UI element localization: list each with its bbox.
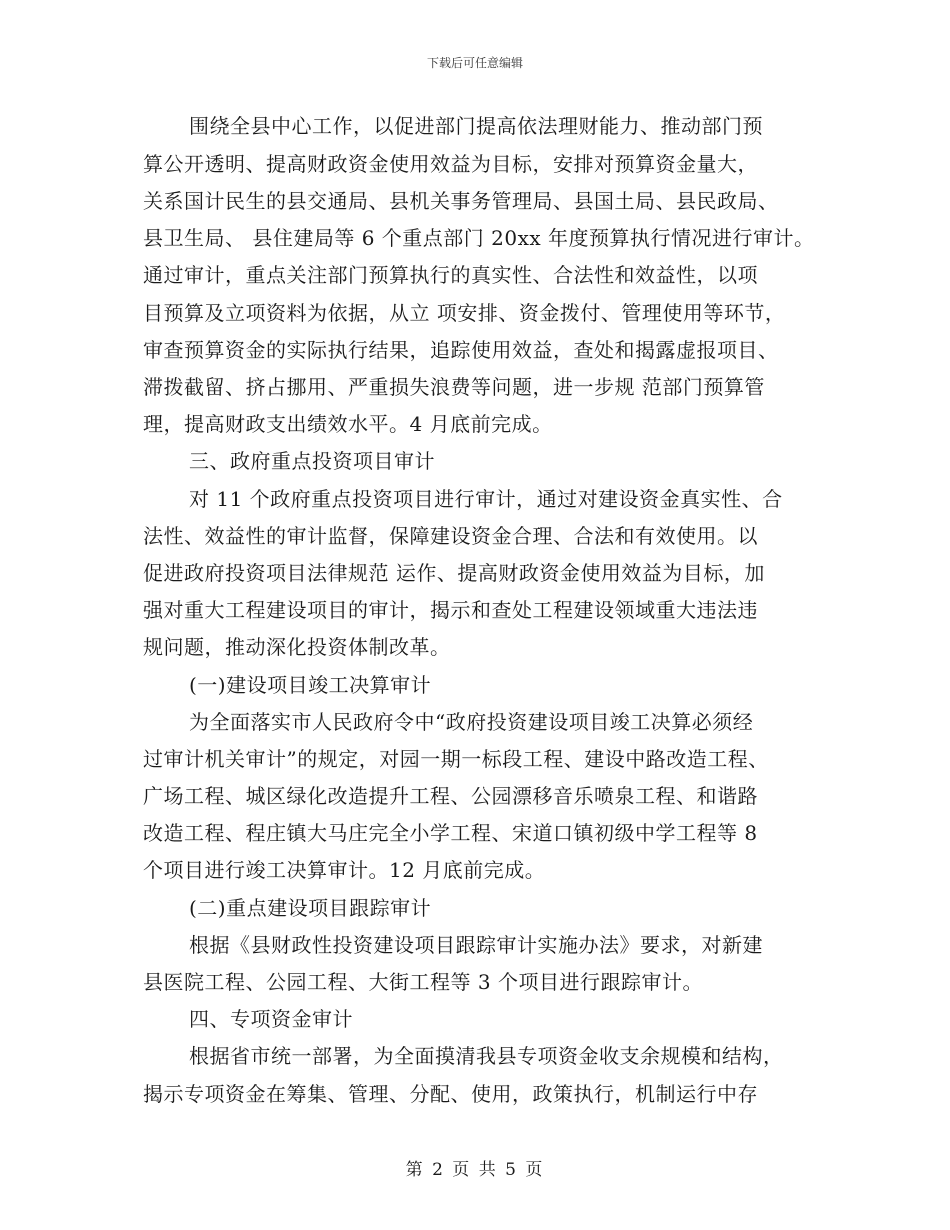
- text-line: 滞拨截留、挤占挪用、严重损失浪费等问题，进一步规 范部门预算管: [143, 375, 765, 399]
- text-line: 个项目进行竣工决算审计。12 月底前完成。: [143, 858, 546, 882]
- page-number: 第 2 页 共 5 页: [405, 1160, 545, 1180]
- text-line: 广场工程、城区绿化改造提升工程、公园漂移音乐喷泉工程、和谐路: [143, 784, 758, 808]
- section-heading: 三、政府重点投资项目审计: [189, 449, 435, 473]
- text-line: 算公开透明、提高财政资金使用效益为目标，安排对预算资金量大，: [143, 152, 758, 176]
- subsection-heading: (二)重点建设项目跟踪审计: [189, 896, 432, 920]
- text-line: 县医院工程、公园工程、大街工程等 3 个项目进行跟踪审计。: [143, 970, 703, 994]
- text-line: 理，提高财政支出绩效水平。4 月底前完成。: [143, 412, 553, 436]
- text-line: 对 11 个政府重点投资项目进行审计，通过对建设资金真实性、合: [189, 487, 783, 511]
- text-line: 改造工程、程庄镇大马庄完全小学工程、宋道口镇初级中学工程等 8: [143, 821, 758, 845]
- text-line: 根据省市统一部署，为全面摸清我县专项资金收支余规模和结构，: [189, 1044, 784, 1068]
- text-line: 促进政府投资项目法律规范 运作、提高财政资金使用效益为目标，加: [143, 561, 765, 585]
- text-line: 根据《县财政性投资建设项目跟踪审计实施办法》要求，对新建: [189, 933, 763, 957]
- text-line: 为全面落实市人民政府令中“政府投资建设项目竣工决算必须经: [189, 710, 754, 734]
- text-line: 通过审计，重点关注部门预算执行的真实性、合法性和效益性，以项: [143, 263, 758, 287]
- text-line: 审查预算资金的实际执行结果，追踪使用效益，查处和揭露虚报项目、: [143, 338, 779, 362]
- text-line: 规问题，推动深化投资体制改革。: [143, 635, 451, 659]
- text-line: 目预算及立项资料为依据，从立 项安排、资金拨付、管理使用等环节，: [143, 301, 786, 325]
- text-line: 揭示专项资金在筹集、管理、分配、使用，政策执行，机制运行中存: [143, 1082, 758, 1106]
- section-heading: 四、专项资金审计: [189, 1007, 353, 1031]
- text-line: 法性、效益性的审计监督，保障建设资金合理、合法和有效使用。以: [143, 524, 758, 548]
- subsection-heading: (一)建设项目竣工决算审计: [189, 673, 432, 697]
- text-line: 关系国计民生的县交通局、县机关事务管理局、县国土局、县民政局、: [143, 189, 779, 213]
- text-line: 围绕全县中心工作，以促进部门提高依法理财能力、推动部门预: [189, 114, 763, 138]
- text-line: 过审计机关审计”的规定，对园一期一标段工程、建设中路改造工程、: [143, 747, 769, 771]
- text-line: 强对重大工程建设项目的审计，揭示和查处工程建设领域重大违法违: [143, 598, 758, 622]
- page-header-note: 下载后可任意编辑: [426, 56, 523, 70]
- text-line: 县卫生局、 县住建局等 6 个重点部门 20xx 年度预算执行情况进行审计。: [143, 226, 815, 250]
